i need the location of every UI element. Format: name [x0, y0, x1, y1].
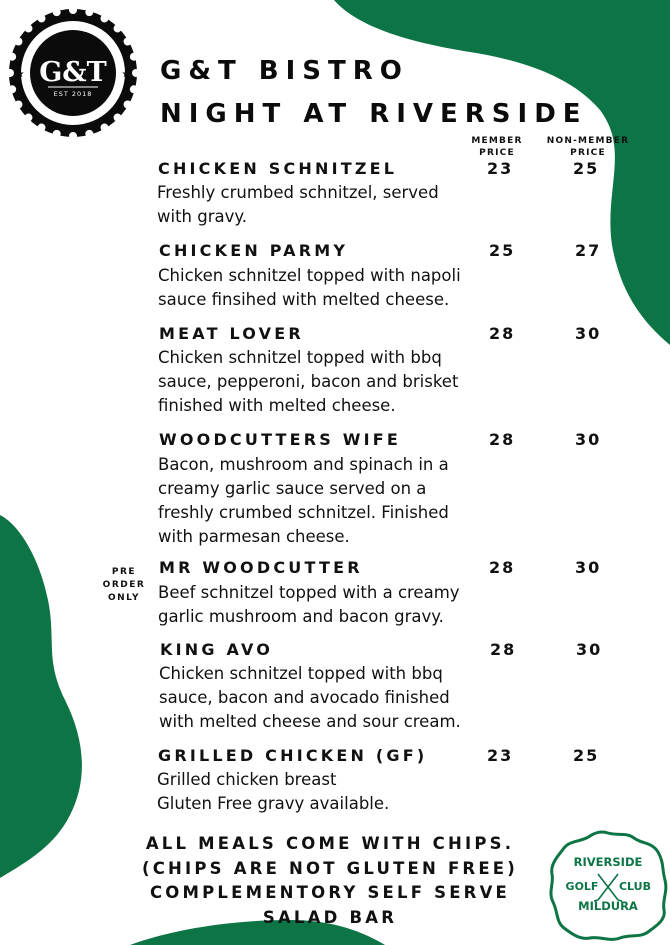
non-member-price: 30 — [575, 430, 602, 449]
item-name: MR WOODCUTTER — [159, 558, 363, 577]
non-member-price-header: NON-MEMBER PRICE — [546, 136, 630, 158]
item-description: Beef schnitzel topped with a creamy garlic mushroom and bacon gravy. — [158, 583, 460, 626]
gear-notch — [8, 85, 16, 93]
item-description: Bacon, mushroom and spinach in a creamy garlic sauce served on a freshly crumbed schnitzel. Finished with parmesan cheese. — [158, 455, 449, 546]
non-member-price: 25 — [573, 159, 600, 178]
gear-notch — [85, 8, 93, 16]
item-description: Freshly crumbed schnitzel, served with gravy. — [157, 183, 439, 226]
title-line-1: G&T BISTRO — [160, 56, 409, 86]
item-name: CHICKEN PARMY — [159, 241, 349, 260]
item-description: Chicken schnitzel topped with bbq sauce, bacon and avocado finished with melted cheese and sour cream. — [159, 664, 461, 731]
gear-notch — [69, 132, 77, 140]
non-member-price: 30 — [575, 558, 602, 577]
gear-notch — [14, 38, 22, 46]
item-name: WOODCUTTERS WIFE — [159, 430, 402, 449]
gear-notch — [132, 69, 140, 77]
item-description: Grilled chicken breast Gluten Free gravy available. — [157, 770, 390, 813]
left-blob — [0, 515, 82, 878]
gear-notch — [24, 114, 32, 122]
club-logo-left: GOLF — [565, 880, 599, 893]
gear-notch — [53, 8, 61, 16]
star-right-icon: ★ — [121, 69, 131, 80]
title-line-2: NIGHT AT RIVERSIDE — [160, 99, 588, 129]
gear-notch — [8, 53, 16, 61]
star-left-icon: ★ — [15, 69, 25, 80]
non-member-price: 30 — [575, 324, 602, 343]
item-description: Chicken schnitzel topped with bbq sauce, pepperoni, bacon and brisket finished with melted cheese. — [158, 348, 459, 415]
footer-note: ALL MEALS COME WITH CHIPS. (CHIPS ARE NOT GLUTEN FREE) COMPLEMENTORY SELF SERVE SALAD BAR — [141, 834, 519, 927]
non-member-price: 27 — [575, 241, 602, 260]
gear-notch — [101, 124, 109, 132]
gear-notch — [6, 69, 14, 77]
member-price: 28 — [489, 430, 516, 449]
gear-notch — [24, 24, 32, 32]
member-price: 23 — [487, 746, 514, 765]
gear-notch — [69, 6, 77, 14]
logo-sub-text: EST 2018 — [53, 90, 93, 98]
member-price: 25 — [489, 241, 516, 260]
gear-notch — [38, 124, 46, 132]
item-name: MEAT LOVER — [159, 324, 304, 343]
non-member-price: 30 — [576, 640, 603, 659]
club-logo-top: RIVERSIDE — [573, 855, 643, 869]
item-name: GRILLED CHICKEN (GF) — [158, 746, 428, 765]
gear-notch — [130, 85, 138, 93]
riverside-golf-club-logo — [548, 830, 668, 942]
item-description: Chicken schnitzel topped with napoli sauce finsihed with melted cheese. — [158, 266, 461, 309]
gear-notch — [53, 130, 61, 138]
gear-notch — [114, 24, 122, 32]
gear-notch — [38, 14, 46, 22]
gt-logo — [6, 6, 140, 140]
item-name: CHICKEN SCHNITZEL — [158, 159, 398, 178]
item-name: KING AVO — [160, 640, 274, 659]
club-logo-bottom: MILDURA — [578, 899, 638, 913]
gear-notch — [124, 38, 132, 46]
gear-notch — [85, 130, 93, 138]
gear-notch — [124, 101, 132, 109]
logo-main-text: G&T — [39, 57, 107, 88]
gear-notch — [14, 101, 22, 109]
member-price: 28 — [490, 640, 517, 659]
member-price: 28 — [489, 324, 516, 343]
member-price: 23 — [487, 159, 514, 178]
non-member-price: 25 — [573, 746, 600, 765]
member-price-header: MEMBER PRICE — [471, 136, 523, 158]
member-price: 28 — [489, 558, 516, 577]
pre-order-tag: PRE ORDER ONLY — [102, 567, 146, 603]
gear-notch — [114, 114, 122, 122]
gear-notch — [130, 53, 138, 61]
club-logo-right: CLUB — [618, 880, 652, 893]
gear-notch — [101, 14, 109, 22]
